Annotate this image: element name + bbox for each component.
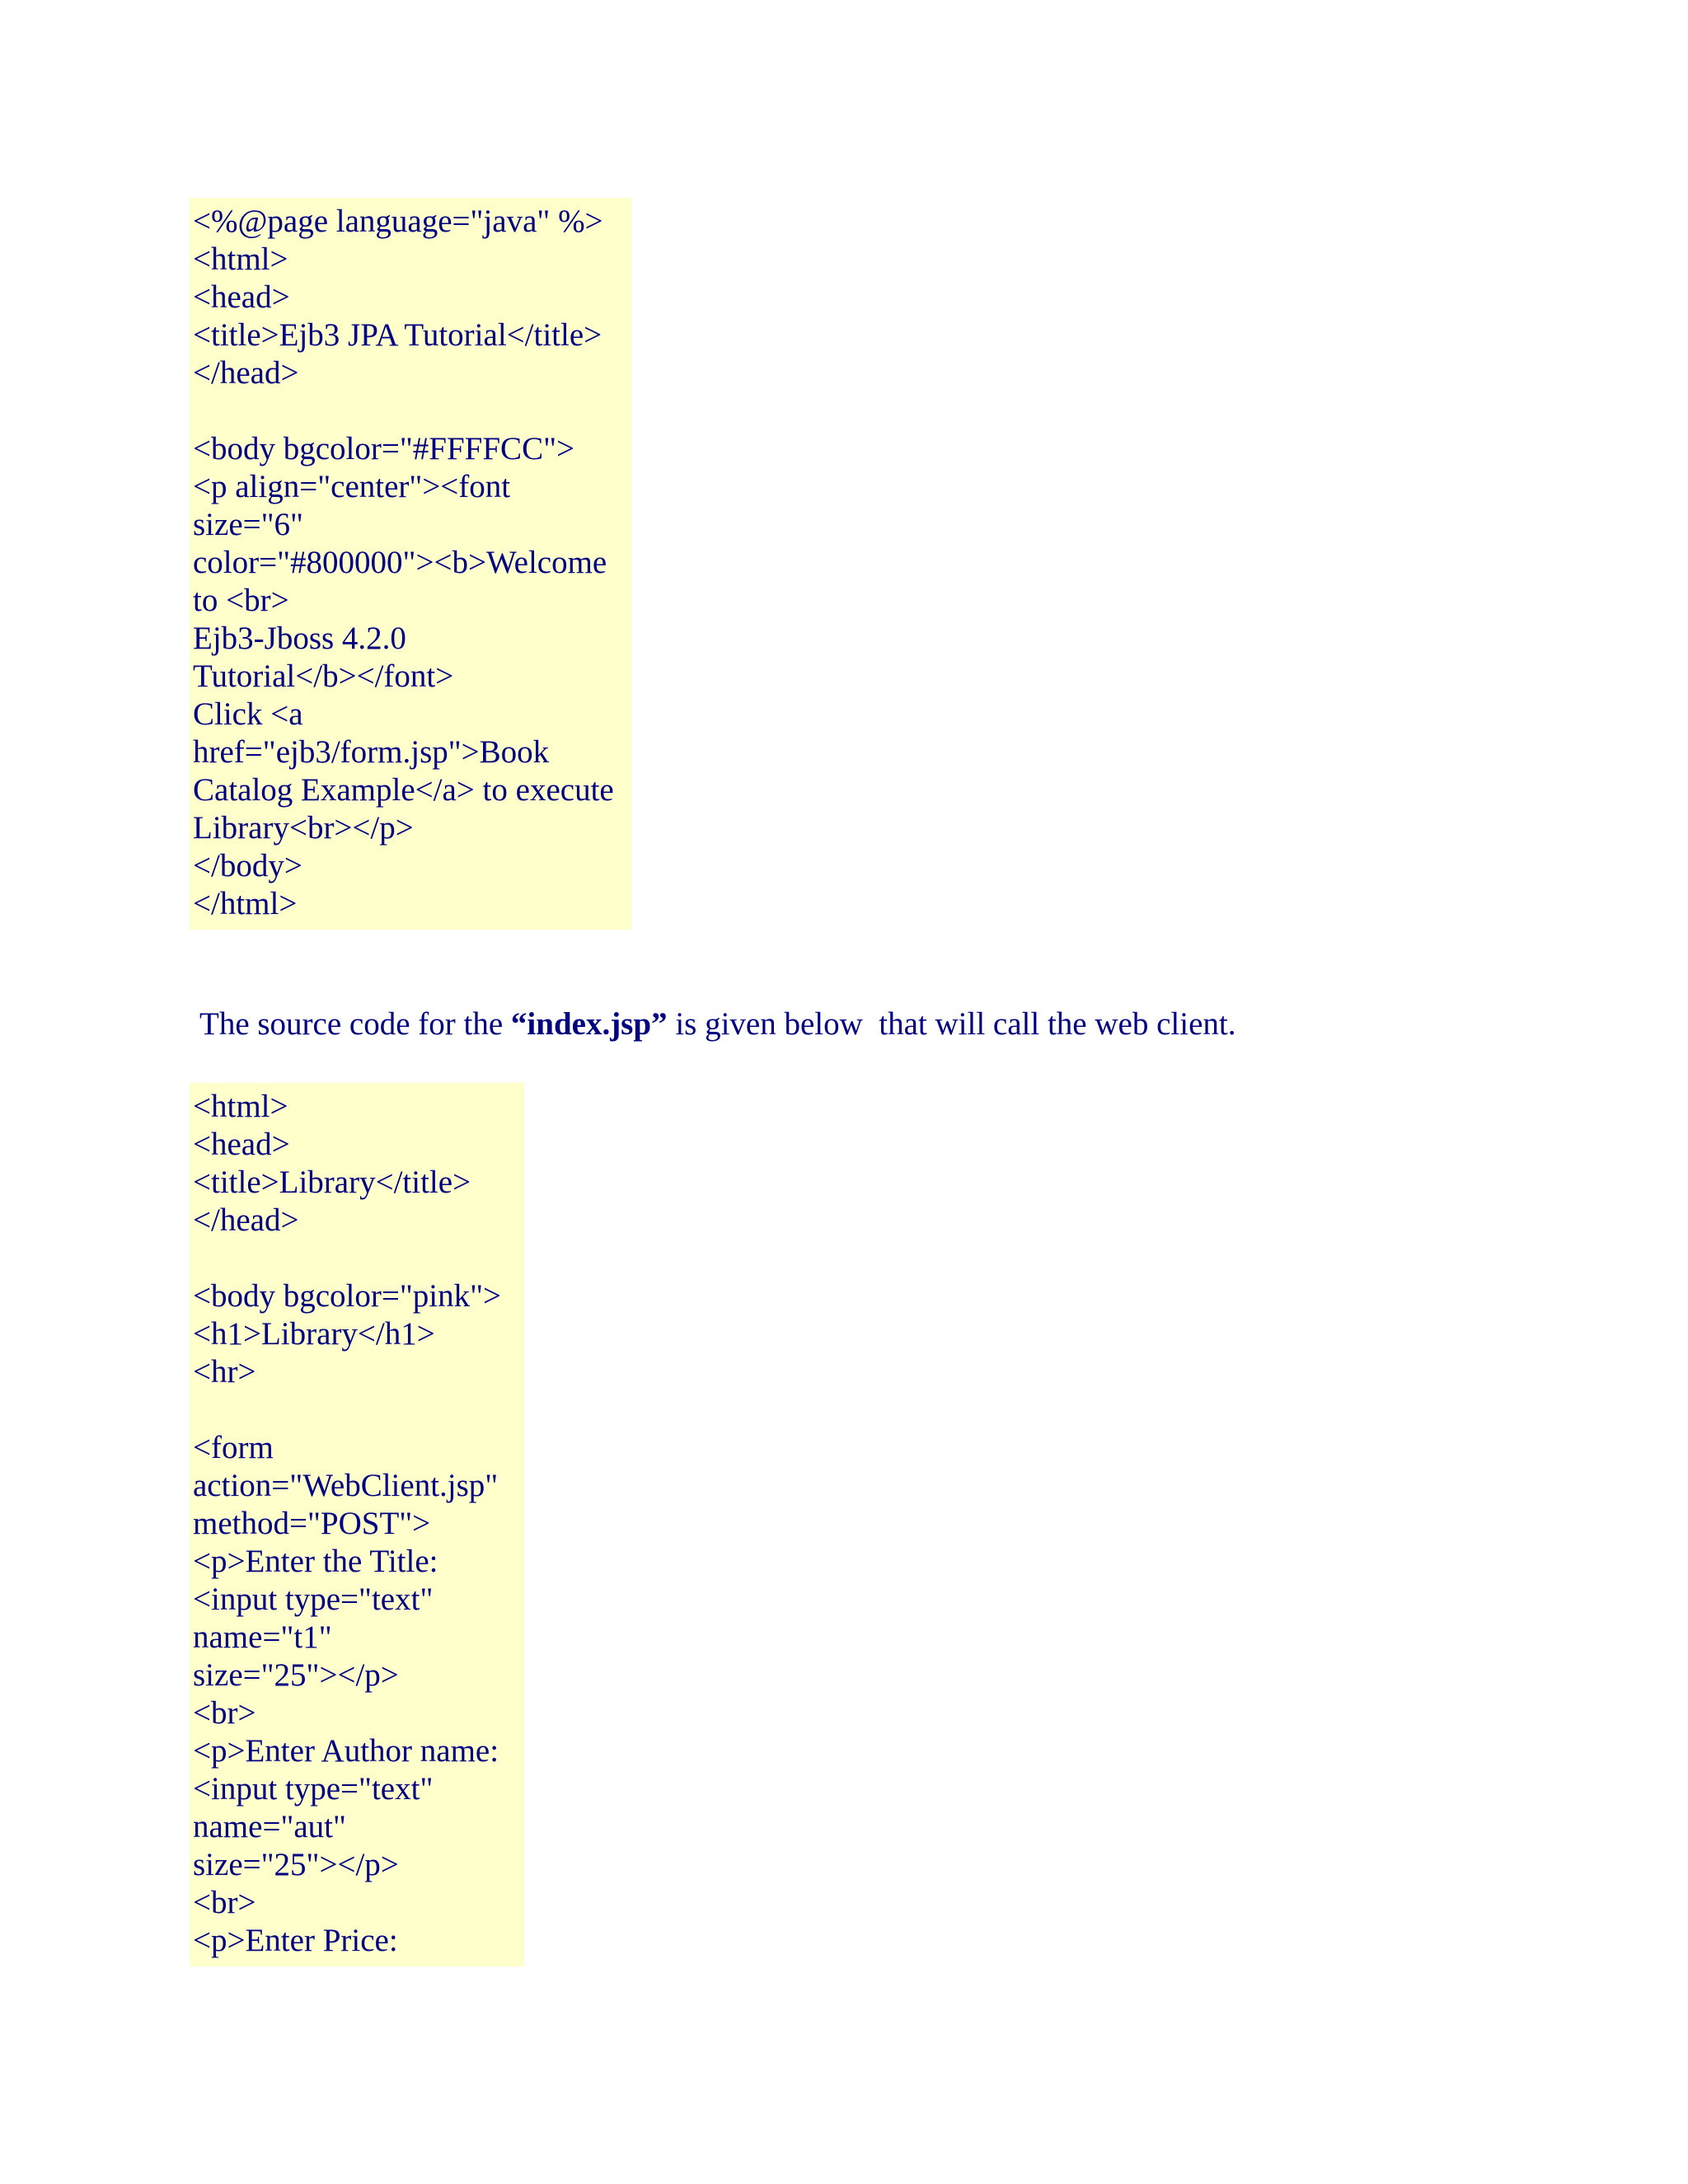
description-text-after: is given below that will call the web client. — [667, 1006, 1236, 1042]
code-line: name="aut" — [193, 1809, 346, 1844]
code-line: <form — [193, 1430, 274, 1465]
code-line: <body bgcolor="pink"> — [193, 1278, 502, 1314]
description-paragraph — [199, 1005, 1236, 1043]
code-line: <p>Enter Price: — [193, 1923, 398, 1958]
code-line: href="ejb3/form.jsp">Book — [193, 734, 550, 770]
code-line: <p align="center"><font — [193, 469, 511, 504]
code-line: Catalog Example</a> to execute — [193, 772, 614, 808]
code-line: <br> — [193, 1885, 256, 1920]
code-line: Click <a — [193, 696, 303, 732]
code-line: <input type="text" — [193, 1582, 434, 1617]
code-line: <hr> — [193, 1354, 256, 1390]
description-text-before: The source code for the — [199, 1006, 511, 1042]
code-line: method="POST"> — [193, 1506, 431, 1541]
code-line-blank — [193, 1240, 524, 1277]
code-line: action="WebClient.jsp" — [193, 1468, 499, 1503]
code-line: size="25"></p> — [193, 1847, 399, 1882]
code-block-welcome-jsp — [190, 198, 631, 930]
code-line: <p>Enter the Title: — [193, 1544, 438, 1579]
code-line: <p>Enter Author name: — [193, 1733, 499, 1769]
code-line: </head> — [193, 355, 299, 391]
code-line: <body bgcolor="#FFFFCC"> — [193, 431, 574, 466]
description-filename: “index.jsp” — [510, 1006, 668, 1042]
code-line: </head> — [193, 1202, 299, 1238]
code-line: <head> — [193, 279, 290, 315]
code-line: <br> — [193, 1695, 256, 1731]
code-line: <html> — [193, 1089, 288, 1124]
code-line: Ejb3-Jboss 4.2.0 — [193, 621, 406, 656]
code-line: size="6" — [193, 507, 303, 542]
code-line: <html> — [193, 241, 288, 277]
code-line: <title>Library</title> — [193, 1165, 471, 1200]
code-line: color="#800000"><b>Welcome — [193, 545, 607, 580]
code-block-index-jsp — [190, 1083, 524, 1966]
code-line: </html> — [193, 886, 298, 921]
code-line: to <br> — [193, 583, 289, 618]
code-line: Tutorial</b></font> — [193, 658, 454, 694]
code-line: <title>Ejb3 JPA Tutorial</title> — [193, 317, 603, 353]
code-line: <head> — [193, 1127, 290, 1162]
code-line: </body> — [193, 848, 302, 883]
code-line-blank — [193, 392, 631, 430]
code-line: size="25"></p> — [193, 1657, 399, 1693]
code-line-blank — [193, 1391, 524, 1429]
code-line: <h1>Library</h1> — [193, 1316, 435, 1352]
code-line: Library<br></p> — [193, 810, 414, 846]
code-line: <%@page language="java" %> — [193, 204, 603, 239]
code-line: name="t1" — [193, 1619, 332, 1655]
code-line: <input type="text" — [193, 1771, 434, 1807]
